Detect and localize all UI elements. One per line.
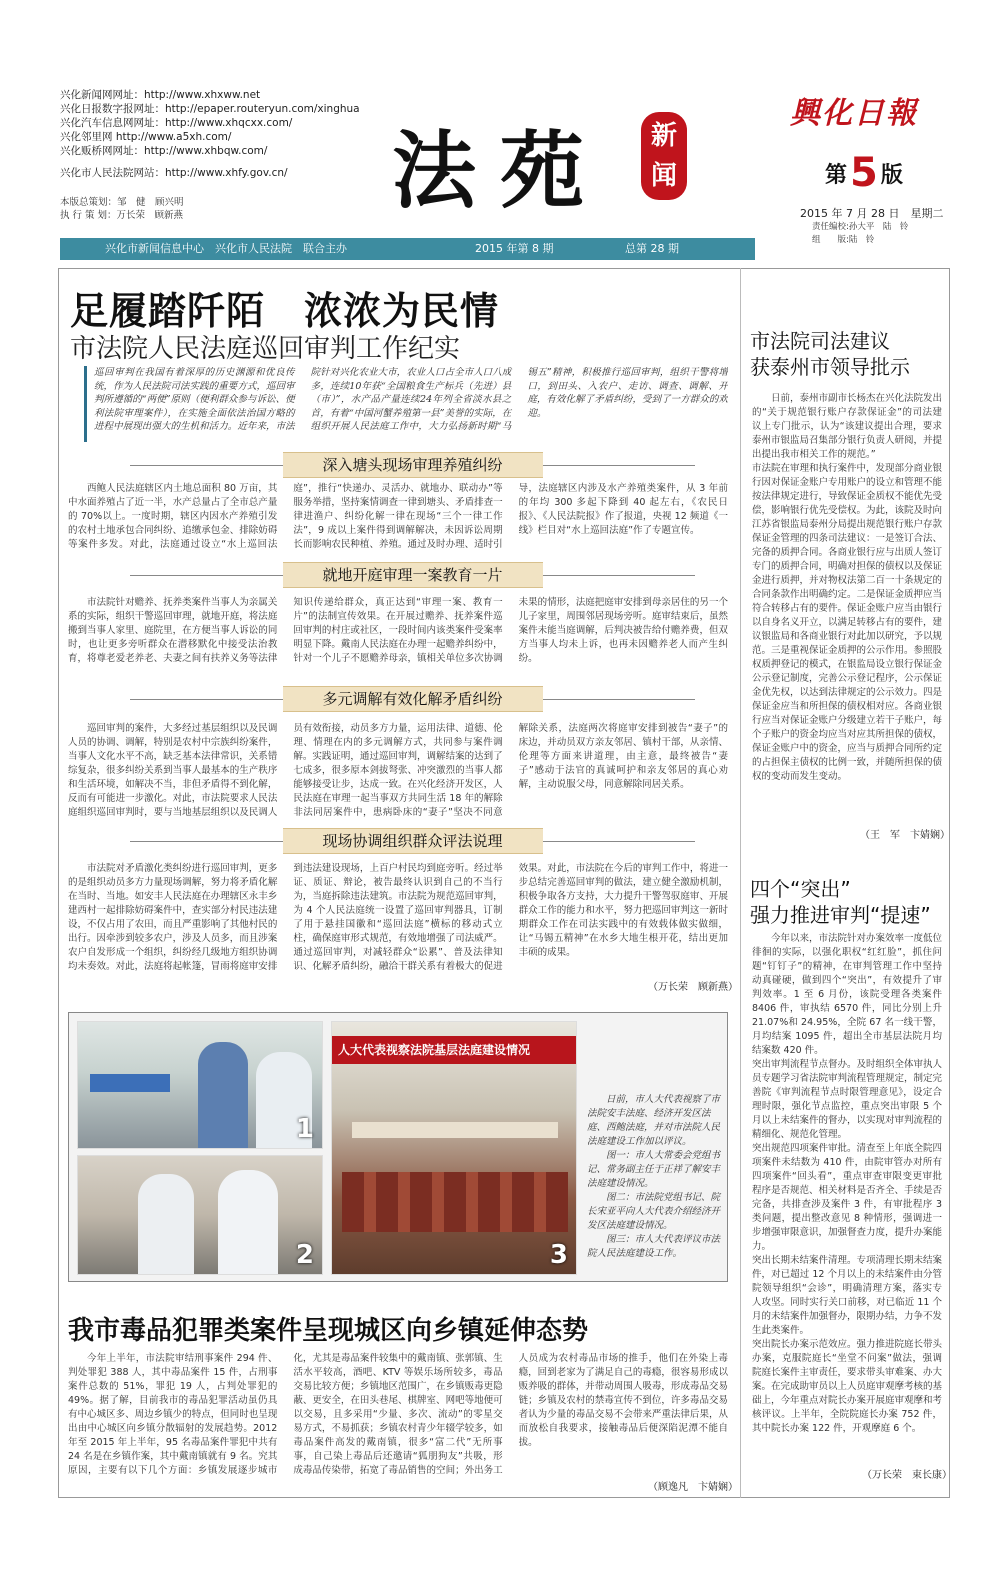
drug-byline: （顾逸凡 卞婧娴） bbox=[648, 1482, 738, 1493]
photo-number: 3 bbox=[549, 1240, 568, 1270]
section-body: 西鲍人民法庭辖区内土地总面积 80 万亩，其中水面养殖占了近一半，水产总量占了全市总产量的 70%以上。一度时期，辖区内因水产养殖引发的农村土地承包合同纠纷、追缴承包金、排除妨碍等案件多发。对此，法庭通过设立“水上巡回法庭”，推行“快递办、灵活办、就地办、联动办”等服务举措，坚持案情调查一律到塘头、矛盾排查一律进渔户、纠纷化解一律在现场“三个一律工作法”，9 成以上案件得到调解解决，未因诉讼周期长而影响农民种植、养殖。通过及时办理、适时引导，法庭辖区内涉及水产养殖类案件，从 3 年前的年均 300 多起下降到 40 起左右，《农民日报》、《人民法院报》作了报道，央视 12 频道《一线》栏目对“水上巡回法庭”作了专题宣传。 bbox=[68, 483, 728, 550]
total-label: 总第 28 期 bbox=[625, 242, 679, 255]
main-byline: （万长荣 顾新燕） bbox=[648, 982, 738, 993]
section-title: 法苑 bbox=[392, 121, 609, 220]
column-divider bbox=[740, 268, 741, 1498]
section-header bbox=[130, 686, 695, 712]
caption-intro: 日前，市人大代表视察了市法院安丰法庭、经济开发区法庭、西鲍法庭，并对市法院人民法庭建设工作加以评议。 bbox=[587, 1094, 721, 1147]
side2-byline: （万长荣 束长康） bbox=[862, 1470, 952, 1481]
section-header bbox=[130, 828, 695, 854]
edition-number bbox=[825, 150, 903, 196]
photo-block bbox=[68, 1012, 728, 1282]
website-links bbox=[60, 88, 360, 180]
main-subheadline: 市法院人民法庭巡回审判工作纪实 bbox=[70, 334, 461, 364]
photo-caption bbox=[587, 1093, 721, 1261]
photo-2 bbox=[77, 1155, 323, 1275]
section-body: 市法院对矛盾激化类纠纷进行巡回审判，更多的是组织动员多方力量现场调解，努力将矛盾化解在当时、当地。如安丰人民法庭在办理辖区永丰乡建西村一起排除妨碍案件中，查实部分村民违法建设，不仅占用了农田，而且严重影响了其他村民的出行。因牵涉到较多农户，涉及人员多，而且涉案农户自发形成一个组织，纠纷经几级地方组织协调均未奏效。对此，法庭将起帐篷，冒雨将庭审安排到违法建设现场，上百户村民均到庭旁听。经过举证、质证、辩论，被告最终认识到自己的不当行为，当庭拆除违法建筑。市法院为规范巡回审判，为 4 个人民法庭统一设置了巡回审判器具，订制了用于悬挂国徽和“巡回法庭”横标的移动式立柱，确保庭审形式规范，有效地增强了司法威严。通过巡回审判，对减轻群众“讼累”、普及法律知识、化解矛盾纠纷，融洽干群关系有着极大的促进效果。对此，市法院在今后的审判工作中，将进一步总结完善巡回审判的做法，建立健全激励机制，积极争取各方支持，大力提升干警驾驭庭审、开展群众工作的能力和水平，努力把巡回审判这一新时期群众工作在司法实践中的有效载体做实做细，让“马锡五精神”在水乡大地生根开花，结出更加丰硕的成果。 bbox=[68, 863, 728, 972]
caption-item: 图二：市法院党组书记、院长宋亚平向人大代表介绍经济开发区法庭建设情况。 bbox=[587, 1192, 721, 1231]
section-label: 现场协调组织群众评法说理 bbox=[282, 828, 542, 854]
link-line[interactable]: 兴化市人民法院网站：http://www.xhfy.gov.cn/ bbox=[60, 167, 288, 179]
editor-line: 本版总策划：邹 健 顾兴明 bbox=[60, 197, 184, 208]
photo-number: 2 bbox=[295, 1240, 314, 1270]
intro-accent bbox=[84, 366, 87, 442]
issue-date: 2015 年 7 月 28 日 星期二 bbox=[800, 207, 944, 220]
caption-item: 图三：市人大代表评议市法院人民法庭建设工作。 bbox=[587, 1234, 721, 1259]
info-bar bbox=[60, 238, 755, 260]
photo-banner-text: 人大代表视察法院基层法庭建设情况 bbox=[338, 1043, 531, 1057]
photo-3 bbox=[331, 1021, 577, 1275]
drug-headline: 我市毒品犯罪类案件呈现城区向乡镇延伸态势 bbox=[68, 1316, 589, 1346]
section-body: 市法院针对赡养、抚养类案件当事人为亲属关系的实际，组织干警巡回审理，就地开庭，将法庭搬到当事人家里、庭院里，在方便当事人诉讼的同时，也让更多旁听群众在潜移默化中接受法治教育，将尊老爱老养老、夫妻之间有扶养义务等法律知识传递给群众，真正达到“审理一案、教育一片”的法制宣传效果。在开展过赡养、抚养案件巡回审判的村庄或社区，一段时间内该类案件受案率明显下降。戴南人民法庭在办理一起赡养纠纷中，针对一个儿子不愿赡养母亲，镇相关单位多次协调未果的情形，法庭把庭审安排到母亲居住的另一个儿子家里，周围邻居现场旁听。庭审结束后，虽然案件未能当庭调解，后判决被告给付赡养费，但双方当事人均未上诉，也再未因赡养老人而产生纠纷。 bbox=[68, 597, 728, 664]
banner-shape bbox=[332, 1036, 577, 1064]
edition-num: 5 bbox=[850, 150, 878, 196]
intro-text: 巡回审判在我国有着深厚的历史渊源和优良传统，作为人民法院司法实践的重要方式，巡回审判所遵循的“两便”原则（便利群众参与诉讼、便利法院审理案件），在实施全面依法治国方略的进程中展现出强大的生机和活力。近年来，市法院针对兴化农业大市，农业人口占全市人口八成多，连续10年获“全国粮食生产标兵（先进）县（市）”，水产品产量连续24年列全省淡水县之首，有着“中国河蟹养殖第一县”美誉的实际，在组织开展人民法庭工作中，大力弘扬新时期“马锡五”精神，积极推行巡回审判，组织干警将增口，到田头、入农户、走访、调查、调解、开庭，有效化解了矛盾纠纷，受到了一方群众的欢迎。 bbox=[94, 367, 728, 433]
side1-headline: 市法院司法建议 获泰州市领导批示 bbox=[750, 329, 910, 379]
link-line[interactable]: 兴化日报数字报网址：http://epaper.routeryun.com/xinghua bbox=[60, 103, 360, 115]
side1-byline: （王 军 卞婧娴） bbox=[860, 830, 950, 841]
link-line[interactable]: 兴化贩桥网网址：http://www.xhbqw.com/ bbox=[60, 145, 268, 157]
host-label: 兴化市新闻信息中心 兴化市人民法院 联合主办 bbox=[105, 242, 347, 255]
side1-body: 日前，泰州市副市长杨杰在兴化法院发出的“关于规范银行账户存款保证金”的司法建议上专门批示，认为“该建议提出合理，要求泰州市银监局召集部分银行负责人研阅，并提出提出我市相关工作的规范。” 市法院在审理和执行案件中，发现部分商业银行因对保证金账户专用账户的设立和管理不能按法律规定进行，导致保证金质权不能优先受偿，影响银行优先受偿权。为此，该院及时向江苏省银监局泰州分局提出规范银行账户存款保证金管理的四条司法建议：一是签订合法、完备的质押合同。各商业银行应与出质人签订专门的质押合同，明确对担保的债权以及保证金进行质押，并对物权法第二百一十条规定的合同条款作出明确约定。二是保证金质押应当符合转移占有的要件。保证金账户应当由银行以自身名义开立，以满足转移占有的要件，建议银监局和各商业银行对此加以研究，予以规范。三是重视保证金质押的公示作用。参照股权质押登记的模式，在银监局设立银行保证金公示登记制度，完善公示登记程序，公示保证金优先权，以达到法律规定的公示效力。四是保证金应当和所担保的债权相对应。各商业银行应当对保证金账户分级建立若干子账户，每个子账户的资金均应当对应其所担保的债权，保证金账户中的资金，应当与质押合同所约定的占担保主债权的比例一致，并随所担保的债权的变动而发生变动。 bbox=[752, 393, 942, 782]
section-label: 多元调解有效化解矛盾纠纷 bbox=[282, 686, 542, 712]
news-seal: 新闻 bbox=[641, 112, 687, 200]
person-shape bbox=[138, 1174, 194, 1275]
chairs-shape bbox=[342, 1172, 568, 1232]
section-label: 就地开庭审理一案教育一片 bbox=[282, 562, 542, 588]
staff-line: 责任编校:孙大平 陆 铃 bbox=[812, 222, 909, 232]
side2-headline: 四个“突出” 强力推进审判“提速” bbox=[750, 877, 931, 927]
caption-item: 图一：市人大常委会党组书记、常务副主任于正祥了解安丰法庭建设情况。 bbox=[587, 1150, 721, 1189]
edition-suffix: 版 bbox=[880, 163, 903, 188]
section-header bbox=[130, 562, 695, 588]
section-label: 深入塘头现场审理养殖纠纷 bbox=[282, 452, 542, 478]
photo-number: 1 bbox=[295, 1114, 314, 1144]
section-header bbox=[130, 452, 695, 478]
main-headline: 足履踏阡陌 浓浓为民情 bbox=[70, 289, 500, 333]
link-line[interactable]: 兴化新闻网网址：http://www.xhxww.net bbox=[60, 89, 261, 101]
photo-1 bbox=[77, 1021, 323, 1149]
person-shape bbox=[198, 1042, 248, 1149]
sign-shape bbox=[90, 1074, 170, 1092]
issue-label: 2015 年第 8 期 bbox=[475, 242, 554, 255]
editor-line: 执 行 策 划：万长荣 顾新燕 bbox=[60, 210, 184, 221]
drug-body: 今年上半年，市法院审结刑事案件 294 件、判处罪犯 388 人，其中毒品案件 15 件，占刑事案件总数的 51%，罪犯 19 人，占判处罪犯的 49%。据了解，目前我市的毒品犯罪活动虽仍具有中心城区多、周边乡镇少的特点，但同时也呈现出由中心城区向乡镇分散辐射的发展趋势。2012 年至 2015 年上半年，95 名毒品案件罪犯中共有 24 名是在乡镇作案，其中戴南镇就有 9 名。究其原因，主要有以下几个方面：乡镇发展逐步城市化，尤其是毒品案件较集中的戴南镇、张郭镇、生活水平较高，酒吧、KTV 等娱乐场所较多，毒品交易比较方便；乡镇地区范围广，在乡镇贩毒更隐蔽、更安全，在田头巷尾、棋牌室、网吧等地便可以交易，且多采用“少量、多次、流动”的零星交易方式，不易抓获；乡镇农村青少年辍学较多，如毒品案件高发的戴南镇，很多“富二代”无所事事，自己染上毒品后还邀请“狐朋狗友”共吸，形成毒品传染带，拓宽了毒品销售的空间；外出务工人员成为农村毒品市场的推手，他们在外染上毒瘾，回到老家为了满足自己的毒瘾，很容易形成以贩养吸的群体，并带动周围人吸毒，形成毒品交易链；乡镇及农村的禁毒宣传不到位，许多毒品交易者认为少量的毒品交易不会带来严重法律后果，从而放松自我要求，接触毒品后便深陷泥潭不能自拔。 bbox=[68, 1353, 728, 1476]
newspaper-logo: 興化日報 bbox=[790, 96, 918, 131]
person-shape bbox=[218, 1170, 278, 1275]
table-shape bbox=[352, 1122, 558, 1138]
side2-body: 今年以来，市法院针对办案效率一度低位徘徊的实际，以强化职权“红红脸”，抓住问题“钉钉子”的精神，在审判管理工作中坚持动真碰硬，做到四个“突出”，有效提升了审判效率。1 至 6 月份，该院受理各类案件 8406 件，审执结 6570 件，同比分别上升 21.07%和 24.95%，全院 67 名一线干警，月均结案 1095 件，超出全市基层法院月均结案数 420 件。 突出审判流程节点督办。及时组织全体审执人员专题学习省法院审判流程管理规定，制定完善院《审判流程节点时限管理意见》，设定合理时限，强化节点监控，重点突出审限 5 个月以上未结案件的督办，以实现对审判流程的精细化、规范化管理。 突出规范四项案件审批。清查至上年底全院四项案件未结数为 410 件，由院审管办对所有四项案件“回头看”，重点审查审限变更审批程序是否规范、相关材料是否齐全、手续是否完备，共排查涉及案件 3 件，有审批程序 3 类问题，提出整改意见 8 种情形，强调进一步增强审限意识，加强督查力度，提升办案能力。 突出长期未结案件清理。专项清理长期未结案件，对已超过 12 个月以上的未结案件由分管院领导组织“会诊”，明确清理方案，落实专人攻坚。同时实行关口前移，对已临近 11 个月的未结案件加强督办，限期办结，力争不发生此类案件。 突出院长办案示范效应。强力推进院庭长带头办案，克服院庭长“坐堂不问案”做法，强调院庭长案件主审责任，要求带头审难案、办大案。在完成助审员以上人员庭审观摩考核的基础上，今年重点对院长办案开展庭审观摩和考核评议。上半年，全院院庭长办案 752 件，其中院长办案 122 件，开观摩庭 6 个。 bbox=[752, 933, 942, 1434]
date-block bbox=[800, 205, 943, 247]
editor-credits bbox=[60, 196, 184, 222]
link-line[interactable]: 兴化汽车信息网网址：http://www.xhqcxx.com/ bbox=[60, 117, 293, 129]
edition-prefix: 第 bbox=[825, 163, 848, 188]
link-line[interactable]: 兴化邻里网 http://www.a5xh.com/ bbox=[60, 131, 232, 143]
staff-line: 组 版:陆 铃 bbox=[812, 235, 875, 245]
section-body: 巡回审判的案件，大多经过基层组织以及民调人员的协调、调解，特别是农村中宗族纠纷案件，当事人文化水平不高，缺乏基本法律常识，关系错综复杂，很多纠纷关系到当事人最基本的生产秩序和生活环境，如解决不当，非但矛盾得不到化解，反而有可能进一步激化。对此，市法院要求人民法庭组织巡回审判时，要与当地基层组织以及民调人员有效衔接，动员多方力量，运用法律、道德、伦理、情理在内的多元调解方式，共同参与案件调解。实践证明，通过巡回审判，调解结案的达到了七成多，很多原本剑拔弩张、冲突激烈的当事人都能够接受让步，达成一致。在兴化经济开发区，人民法庭在审理一起当事双方共同生活 18 年的解除非法同居案件中，患病卧床的“妻子”坚决不同意解除关系，法庭两次将庭审安排到被告“妻子”的床边，并动员双方亲友邻居、镇村干部，从亲情、伦理等方面来讲道理，由主意，最终被告“妻子”感动于法官的真诚呵护和亲友邻居的真心劝解，主动说服父母，同意解除同居关系。 bbox=[68, 723, 728, 818]
